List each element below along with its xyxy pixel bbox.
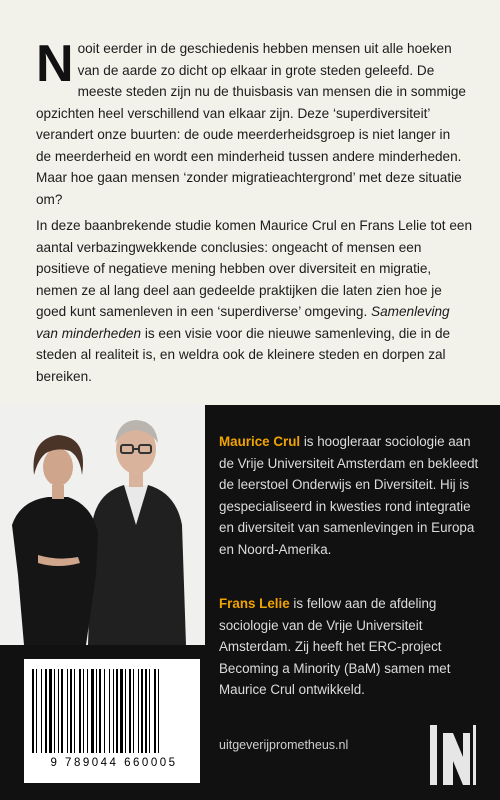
barcode-bar <box>32 669 34 753</box>
barcode-bar <box>49 669 52 753</box>
author-photo-illustration <box>0 405 205 645</box>
author-bio-crul <box>219 431 487 560</box>
barcode-bar <box>58 669 59 753</box>
book-title-italic: Samenleving van minderheden <box>36 304 450 341</box>
author-bio-lelie-text: is fellow aan de afdeling sociologie van de Vrije Universiteit Amsterdam. Zij heeft het ERC-project Becoming a Minority (BaM) samen met Maurice Crul ontwikkeld. <box>219 596 451 697</box>
barcode-bar <box>113 669 114 753</box>
barcode-bar <box>36 669 37 753</box>
barcode-bar <box>133 669 134 753</box>
barcode-bar <box>45 669 47 753</box>
summary-text-1: In deze baanbrekende studie komen Maurice Crul en Frans Lelie tot een aantal verbazingwekkende conclusies: ongeacht of mensen een positieve of negatieve mening hebben over diversiteit en migratie, nemen ze al lang deel aan gedeelde praktijken die laten zien hoe je goed kunt samenleven in een ‘superdiverse’ omgeving. <box>36 218 473 319</box>
barcode-bar <box>138 669 139 753</box>
author-bio-lelie <box>219 593 487 701</box>
publisher-url: uitgeverijprometheus.nl <box>219 738 349 752</box>
isbn-number: 9 789044 660005 <box>50 757 178 769</box>
author-photo <box>0 405 205 645</box>
intro-paragraph <box>36 35 468 210</box>
intro-paragraph-text: ooit eerder in de geschiedenis hebben mensen uit alle hoeken van de aarde zo dicht op elkaar in grote steden geleefd. De meeste steden zijn nu de thuisbasis van mensen die in sommige opzichten heel verschillend van elkaar zijn. Deze ‘superdiversiteit’ verandert onze buurten: de oude meerderheidsgroep is niet langer in de meerderheid en wordt een minderheid tussen andere minderheden. Maar hoe gaan mensen ‘zonder migratieachtergrond’ met deze situatie om? <box>36 41 466 207</box>
author-panel <box>0 405 500 800</box>
barcode-bar <box>67 669 68 753</box>
barcode-bar <box>91 669 94 753</box>
barcode-bar <box>99 669 101 753</box>
barcode-bar <box>129 669 131 753</box>
barcode-bar <box>70 669 72 753</box>
barcode-bar <box>109 669 110 753</box>
author-name-crul: Maurice Crul <box>219 434 301 449</box>
isbn-barcode <box>24 659 200 783</box>
summary-text-2: is een visie voor die nieuwe samenleving, die in de steden al realiteit is, en weldra ook de kleinere steden en dorpen zal bereiken. <box>36 325 451 384</box>
barcode-bar <box>154 669 156 753</box>
summary-paragraph <box>36 215 472 387</box>
barcode-bar <box>145 669 147 753</box>
barcode-bar <box>41 669 42 753</box>
barcode-bar <box>87 669 88 753</box>
drop-cap: N <box>36 35 74 93</box>
barcode-bar <box>61 669 63 753</box>
barcode-bar <box>120 669 123 753</box>
barcode-bar <box>83 669 84 753</box>
barcode-bar <box>149 669 150 753</box>
barcode-bar <box>74 669 75 753</box>
author-name-lelie: Frans Lelie <box>219 596 290 611</box>
publisher-logo-icon <box>430 725 476 785</box>
barcode-bar <box>54 669 55 753</box>
barcode-bar <box>104 669 105 753</box>
barcode-bar <box>79 669 81 753</box>
barcode-bar <box>116 669 118 753</box>
barcode-bars <box>24 659 200 759</box>
author-bio-crul-text: is hoogleraar sociologie aan de Vrije Universiteit Amsterdam en bekleedt de leerstoel Onderwijs en Diversiteit. Hij is gespecialiseerd in kwesties rond integratie en diversiteit van samenlevingen in Europa en Noord-Amerika. <box>219 434 479 557</box>
barcode-bar <box>96 669 97 753</box>
barcode-bar <box>141 669 143 753</box>
barcode-bar <box>158 669 159 753</box>
barcode-bar <box>125 669 126 753</box>
